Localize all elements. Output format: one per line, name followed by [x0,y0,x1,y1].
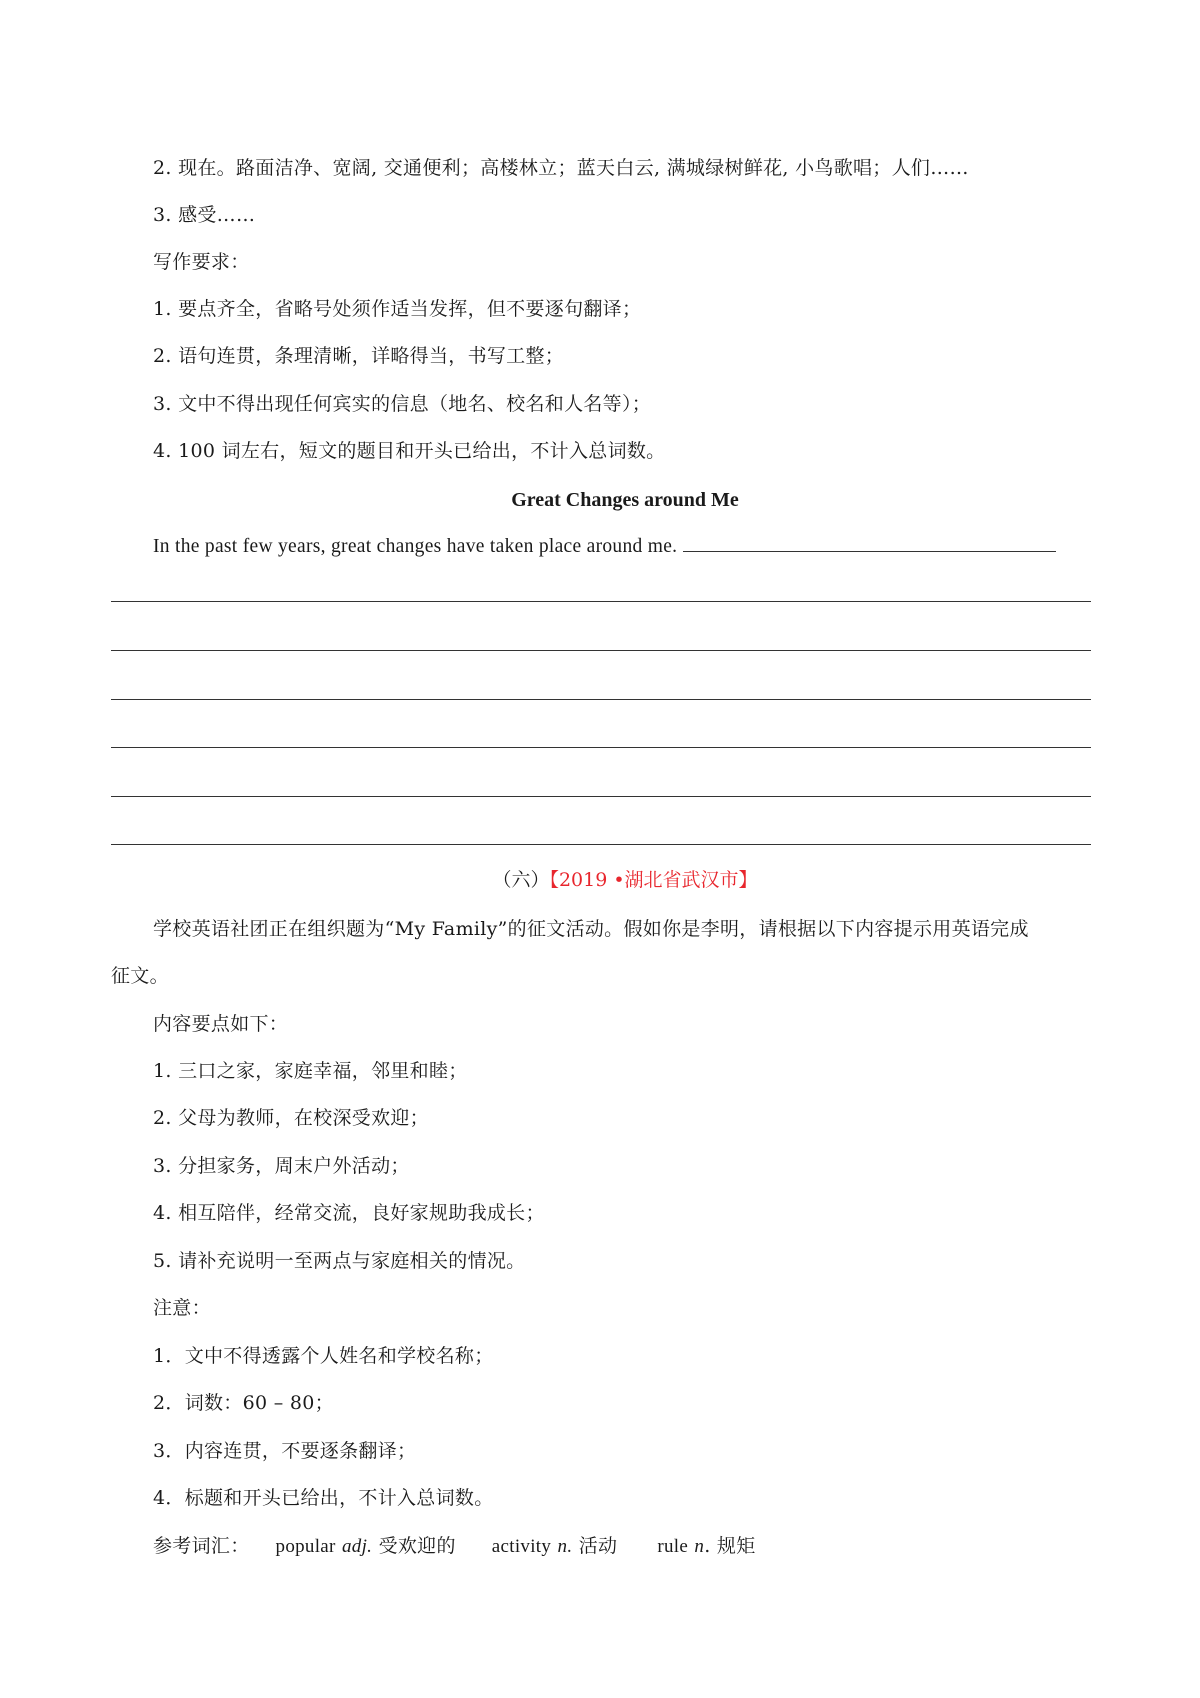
section-number: （六） [492,869,550,891]
vocab-label: 参考词汇： [153,1535,250,1557]
essay-opening-line [153,533,1056,561]
requirements-heading: 写作要求： [153,251,250,273]
essay-title: Great Changes around Me [511,489,739,511]
vocab-word-rule: rule [657,1536,689,1557]
family-point-5: 5. 请补充说明一至两点与家庭相关的情况。 [153,1250,526,1272]
vocab-word-popular: popular [275,1536,336,1557]
task-intro-line-1: 学校英语社团正在组织题为“My Family”的征文活动。假如你是李明，请根据以下内容提示用英语完成 [153,918,1029,940]
note-4: 4．标题和开头已给出，不计入总词数。 [153,1487,494,1509]
content-point-3: 3. 感受…… [153,204,256,226]
section-heading [0,866,1200,894]
answer-line-4[interactable] [111,747,1091,748]
answer-line-2[interactable] [111,650,1091,651]
task-intro-line-2: 征文。 [111,965,169,987]
vocab-meaning-rule: 规矩 [716,1535,756,1557]
section-source: 【2019 •湖北省武汉市】 [549,869,758,891]
vocab-meaning-activity: 活动 [578,1535,618,1557]
answer-line-1[interactable] [111,601,1091,602]
vocab-word-activity: activity [491,1536,552,1557]
note-3: 3．内容连贯，不要逐条翻译； [153,1440,417,1462]
vocab-meaning-popular: 受欢迎的 [378,1535,456,1557]
answer-blank-inline[interactable] [683,533,1056,552]
note-1: 1．文中不得透露个人姓名和学校名称； [153,1345,494,1367]
requirement-2: 2. 语句连贯，条理清晰，详略得当，书写工整； [153,345,565,367]
family-point-1: 1. 三口之家，家庭幸福，邻里和睦； [153,1060,468,1082]
requirement-1: 1. 要点齐全，省略号处须作适当发挥，但不要逐句翻译； [153,298,642,320]
family-point-4: 4. 相互陪伴，经常交流，良好家规助我成长； [153,1202,545,1224]
answer-line-3[interactable] [111,699,1091,700]
essay-opening-text: In the past few years, great changes have taken place around me. [153,536,678,557]
family-point-3: 3. 分担家务，周末户外活动； [153,1155,410,1177]
answer-line-5[interactable] [111,796,1091,797]
note-2: 2．词数：60 – 80； [153,1392,334,1414]
answer-line-6[interactable] [111,844,1091,845]
notes-heading: 注意： [153,1297,211,1319]
content-point-2: 2. 现在。路面洁净、宽阔, 交通便利；高楼林立；蓝天白云, 满城绿树鲜花, 小鸟歌唱；人们…… [153,157,969,179]
requirement-4: 4. 100 词左右，短文的题目和开头已给出，不计入总词数。 [153,440,666,462]
vocab-pos-n-activity: n. [557,1536,573,1557]
reference-vocabulary: 参考词汇： popular adj. 受欢迎的 activity n. 活动 rule n. 规矩 [153,1535,756,1557]
vocab-pos-n-rule: n [694,1536,705,1557]
requirement-3: 3. 文中不得出现任何宾实的信息（地名、校名和人名等）； [153,393,652,415]
family-point-2: 2. 父母为教师，在校深受欢迎； [153,1107,429,1129]
points-heading: 内容要点如下： [153,1013,289,1035]
vocab-pos-adj: adj. [342,1536,373,1557]
